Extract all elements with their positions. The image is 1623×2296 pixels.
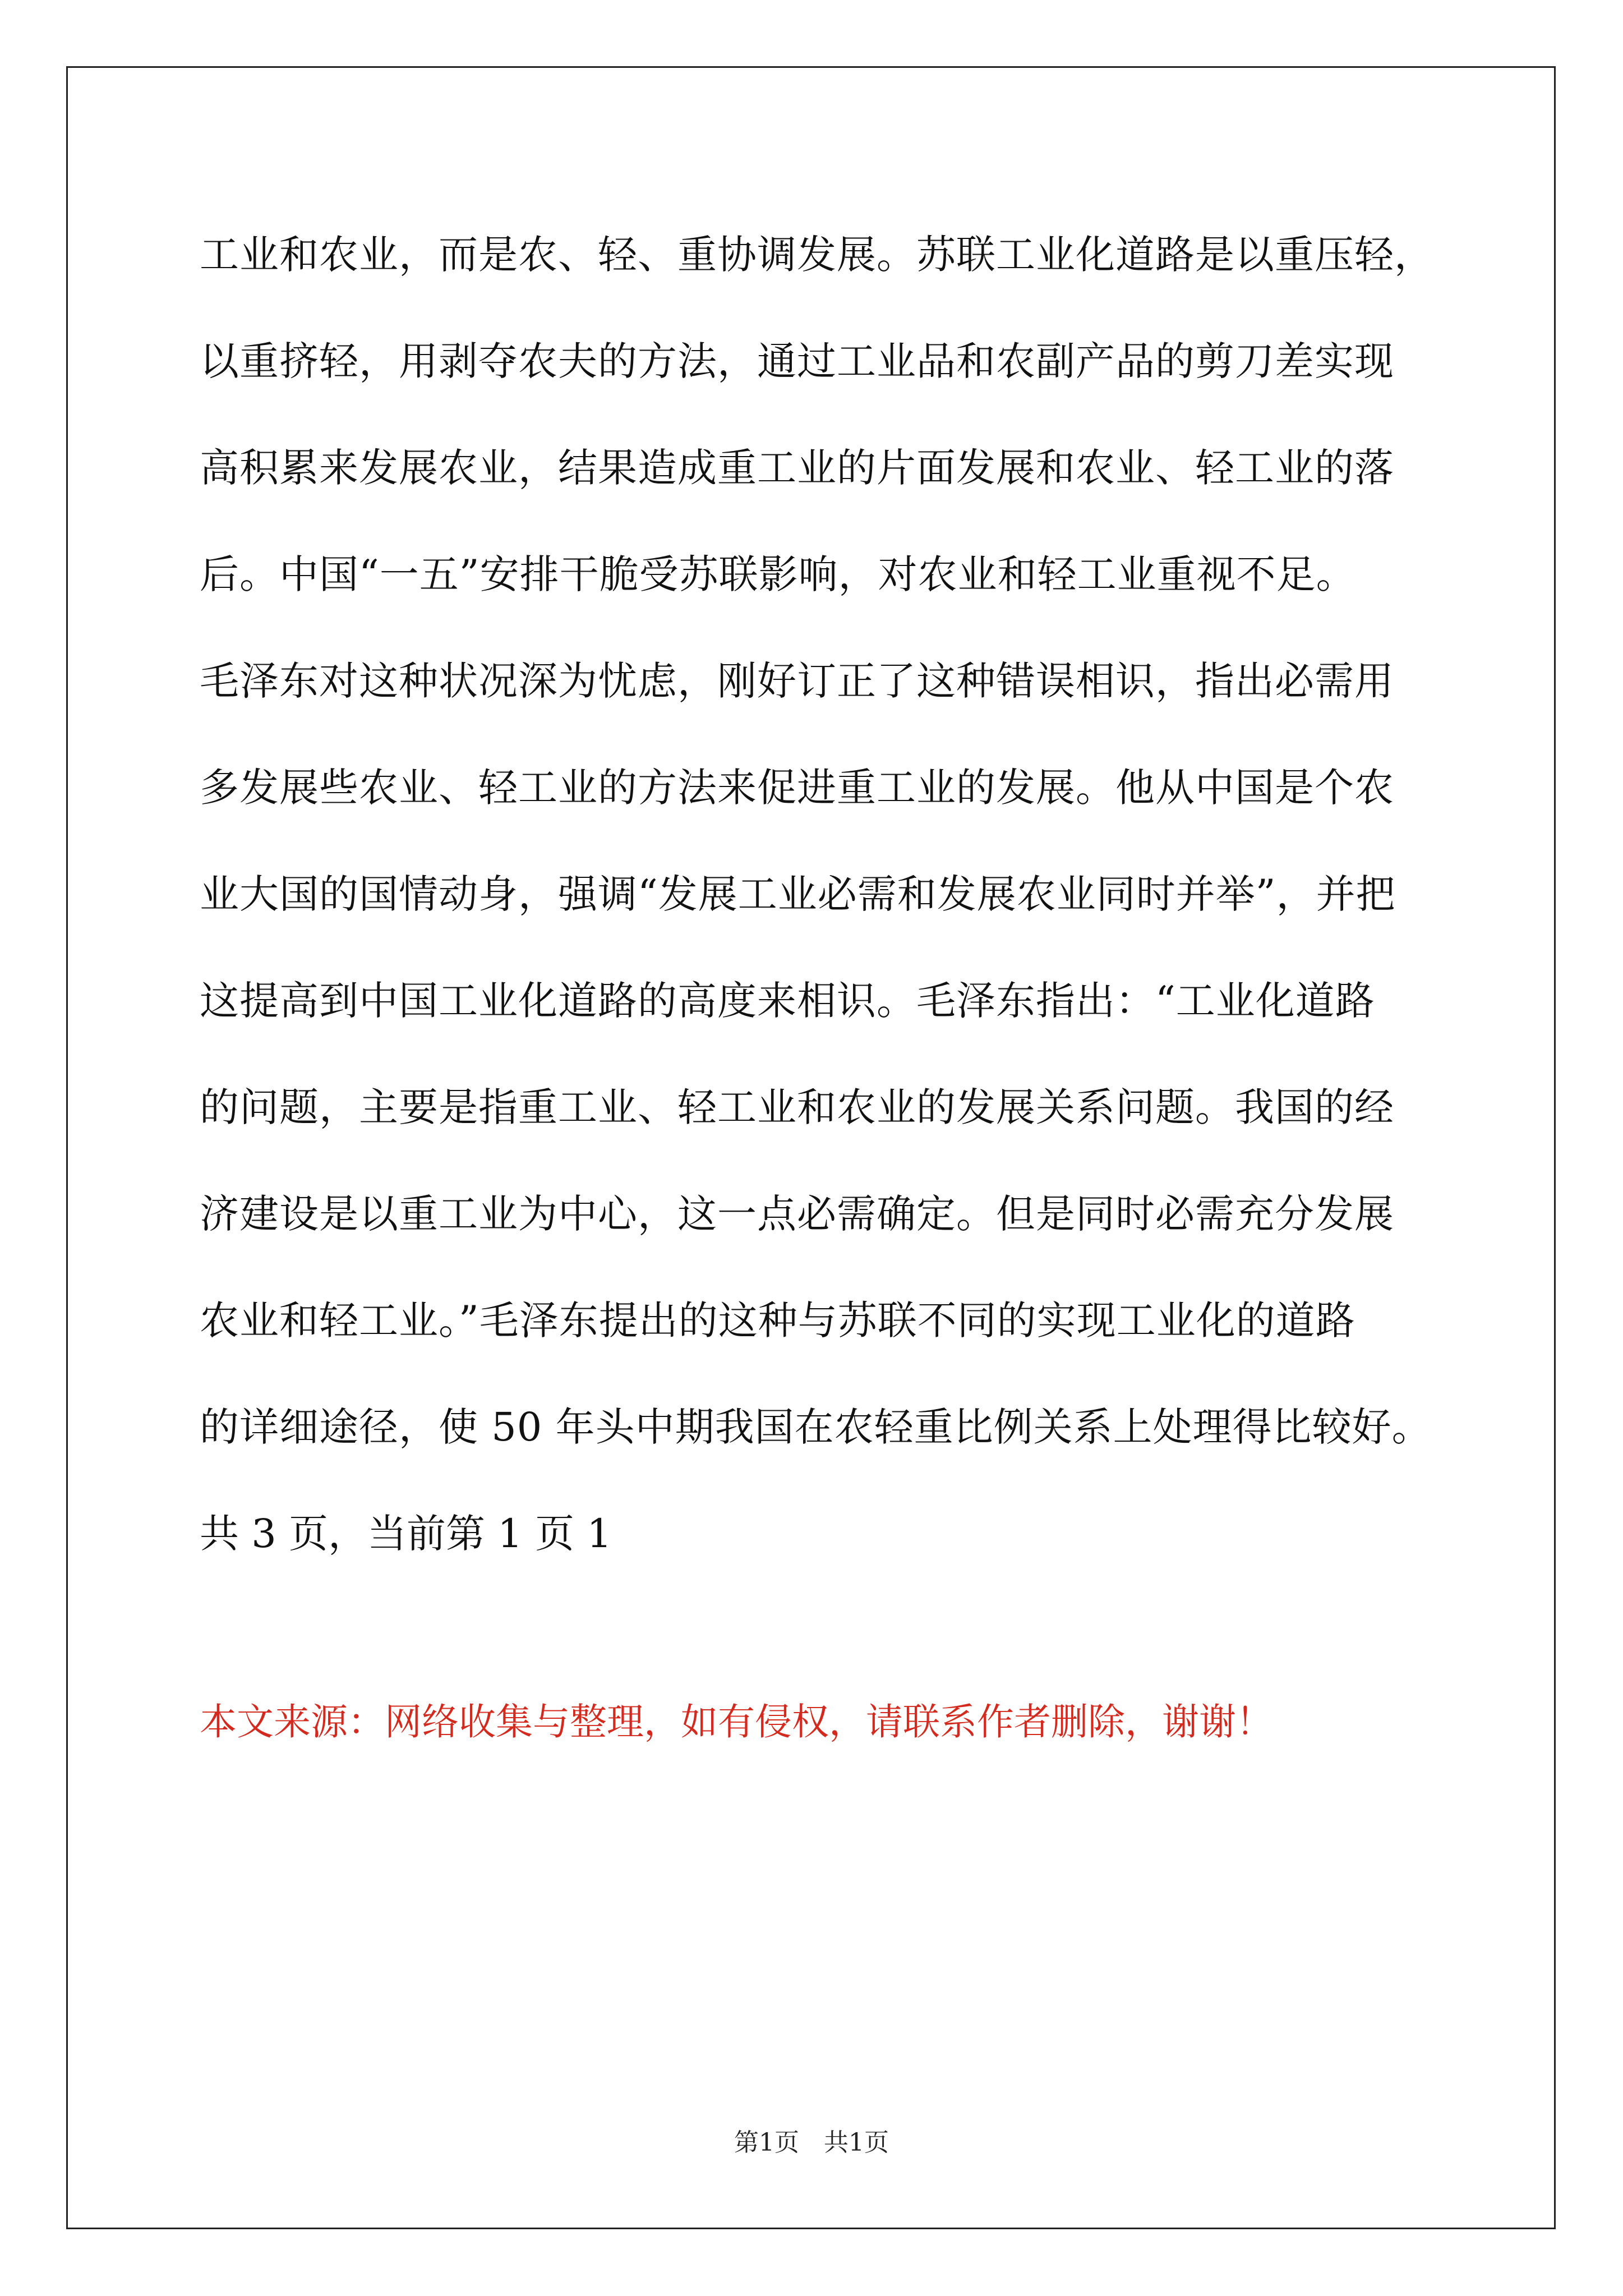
page-footer: 第1页 共1页: [734, 2128, 889, 2157]
body-line: 的问题，主要是指重工业、轻工业和农业的发展关系问题。我国的经: [200, 1084, 1394, 1130]
source-notice: 本文来源：网络收集与整理，如有侵权，请联系作者删除，谢谢！: [200, 1700, 1273, 1743]
page-info: 共 3 页，当前第 1 页 1: [200, 1511, 612, 1557]
body-line: 工业和农业，而是农、轻、重协调发展。苏联工业化道路是以重压轻，: [200, 232, 1434, 278]
body-line: 毛泽东对这种状况深为忧虑，刚好订正了这种错误相识，指出必需用: [200, 658, 1394, 704]
body-line: 的详细途径，使 50 年头中期我国在农轻重比例关系上处理得比较好。: [200, 1404, 1432, 1450]
body-line: 高积累来发展农业，结果造成重工业的片面发展和农业、轻工业的落: [200, 445, 1394, 491]
body-line: 业大国的国情动身，强调“发展工业必需和发展农业同时并举”，并把: [200, 871, 1396, 917]
document-body: [200, 224, 1433, 1610]
body-line: 以重挤轻，用剥夺农夫的方法，通过工业品和农副产品的剪刀差实现: [200, 338, 1394, 384]
body-line: 多发展些农业、轻工业的方法来促进重工业的发展。他从中国是个农: [200, 765, 1394, 811]
body-line: 济建设是以重工业为中心，这一点必需确定。但是同时必需充分发展: [200, 1191, 1394, 1237]
body-line: 这提高到中国工业化道路的高度来相识。毛泽东指出：“工业化道路: [200, 978, 1375, 1024]
body-line: 农业和轻工业。”毛泽东提出的这种与苏联不同的实现工业化的道路: [200, 1297, 1355, 1343]
body-line: 后。中国“一五”安排干脆受苏联影响，对农业和轻工业重视不足。: [200, 551, 1356, 597]
